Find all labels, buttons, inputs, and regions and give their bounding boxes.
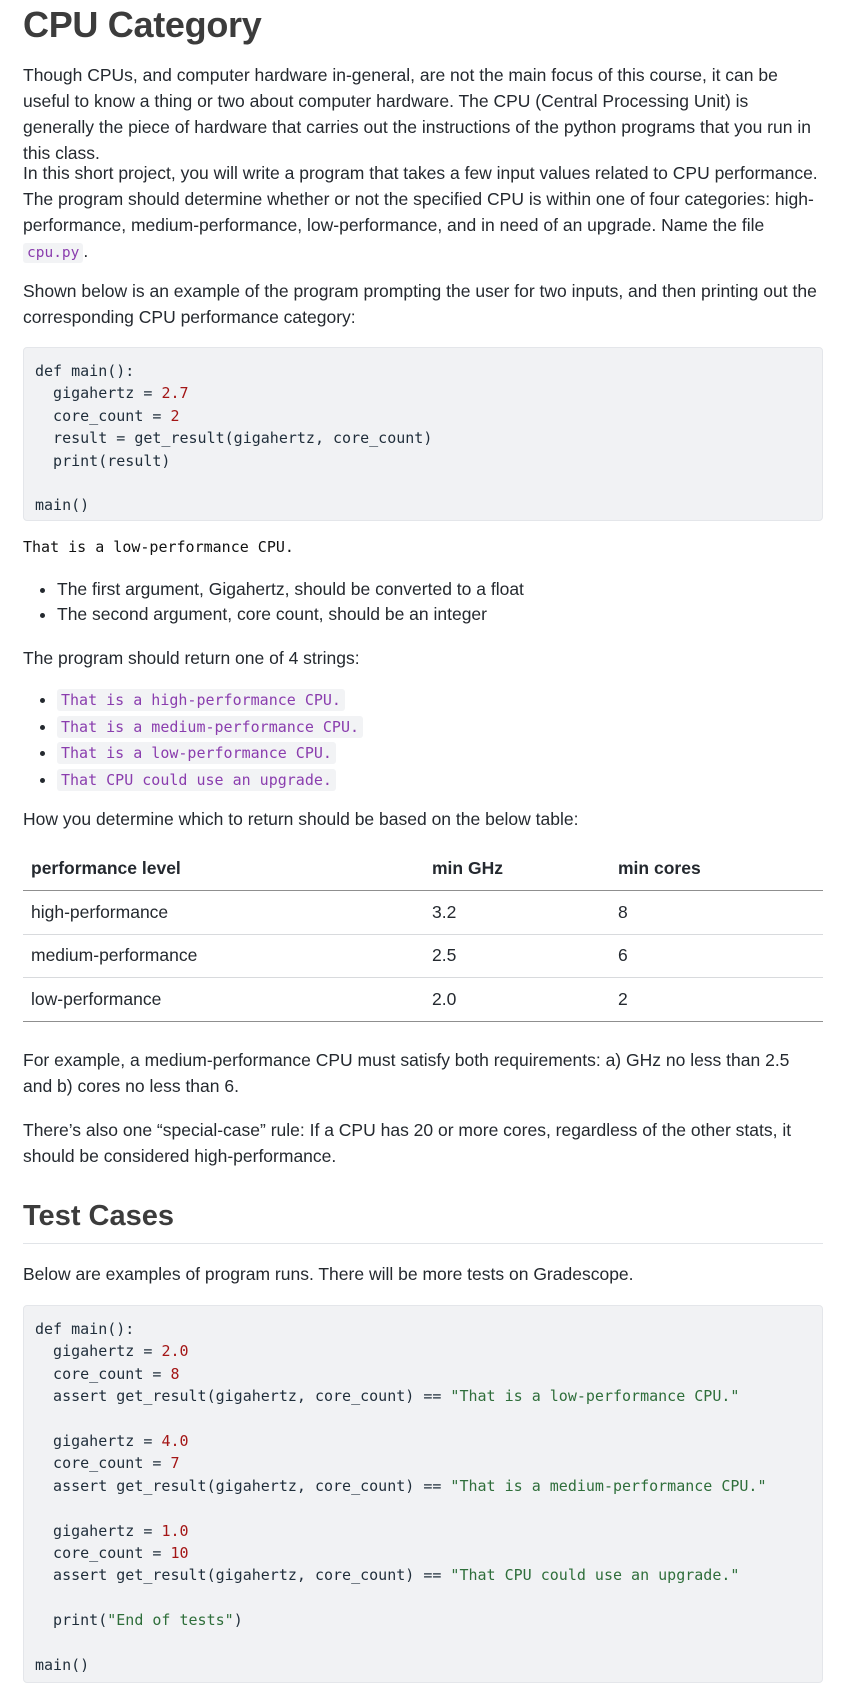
column-header: min cores — [610, 846, 823, 891]
list-item: • That is a low-performance CPU. — [57, 740, 363, 767]
test-code-block — [23, 1305, 823, 1683]
column-header: performance level — [23, 846, 424, 891]
example-note: For example, a medium-performance CPU must satisfy both requirements: a) GHz no less than 2.5 and b) cores no less than 6. — [23, 1050, 790, 1096]
heading-divider — [23, 1243, 823, 1244]
table-cell: medium-performance — [23, 934, 424, 978]
table-cell: 8 — [610, 891, 823, 935]
example-output: That is a low-performance CPU. — [23, 538, 294, 556]
example-code: def main(): gigahertz = 2.7 core_count = 2 result = get_result(gigahertz, core_count) print(result) main() — [35, 362, 433, 515]
return-strings-list — [23, 687, 363, 793]
page-title: CPU Category — [23, 4, 262, 45]
table-intro: How you determine which to return should be based on the below table: — [23, 809, 579, 829]
table-header-row — [23, 846, 823, 891]
example-intro-paragraph: Shown below is an example of the program prompting the user for two inputs, and then printing out the corresponding CPU performance category: — [23, 281, 817, 327]
return-intro: The program should return one of 4 strings: — [23, 648, 360, 668]
table-cell: high-performance — [23, 891, 424, 935]
table-cell: 2 — [610, 978, 823, 1022]
table-cell: 2.0 — [424, 978, 610, 1022]
project-text-end: . — [83, 241, 89, 261]
list-item: • That CPU could use an upgrade. — [57, 767, 363, 794]
intro-paragraph: Though CPUs, and computer hardware in-general, are not the main focus of this course, it can be useful to know a thing or two about computer hardware. The CPU (Central Processing Unit) is generally the piece of hardware that carries out the instructions of the python programs that you run in this class. — [23, 65, 811, 163]
test-cases-heading: Test Cases — [23, 1200, 174, 1232]
argument-notes-list — [23, 577, 524, 627]
special-case-note: There’s also one “special-case” rule: If a CPU has 20 or more cores, regardless of the other stats, it should be considered high-performance. — [23, 1120, 792, 1166]
table-cell: 6 — [610, 934, 823, 978]
example-code-block — [23, 347, 823, 521]
performance-table — [23, 846, 823, 1022]
table-row — [23, 891, 823, 935]
table-cell: 3.2 — [424, 891, 610, 935]
table-row — [23, 934, 823, 978]
list-item: • The first argument, Gigahertz, should be converted to a float — [57, 577, 524, 602]
column-header: min GHz — [424, 846, 610, 891]
list-item: • The second argument, core count, should be an integer — [57, 602, 524, 627]
project-text: In this short project, you will write a program that takes a few input values related to CPU performance. The program should determine whether or not the specified CPU is within one of four categories: high-performance, medium-performance, low-performance, and in need of an upgrade. Name the file — [23, 163, 818, 235]
table-row — [23, 978, 823, 1022]
filename-code: cpu.py — [23, 243, 83, 263]
test-code: def main(): gigahertz = 2.0 core_count = 8 assert get_result(gigahertz, core_count) == "That is a low-performance CPU." gigahertz = 4.0 core_count = 7 assert get_result(gigahertz, core_count) == "That is a medium-performance CPU." gigahertz = 1.0 core_count = 10 assert get_result(gigahertz, core_count) == "That CPU could use an upgrade." print("End of tests") main() — [35, 1320, 767, 1675]
list-item: • That is a medium-performance CPU. — [57, 714, 363, 741]
table-cell: 2.5 — [424, 934, 610, 978]
test-cases-intro: Below are examples of program runs. There will be more tests on Gradescope. — [23, 1264, 634, 1284]
list-item: • That is a high-performance CPU. — [57, 687, 363, 714]
project-paragraph — [23, 160, 823, 266]
table-cell: low-performance — [23, 978, 424, 1022]
